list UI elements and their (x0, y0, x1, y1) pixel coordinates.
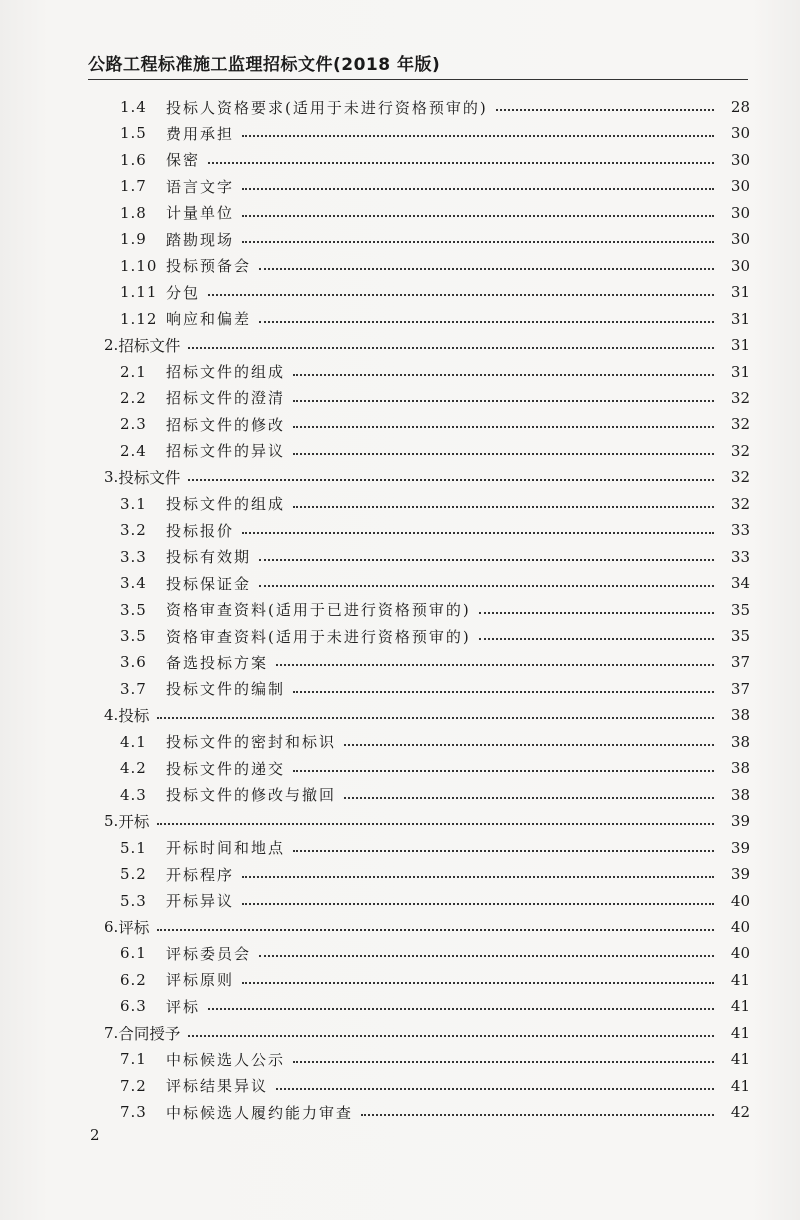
toc-entry-title: 语言文字 (166, 177, 235, 196)
toc-entry-page: 37 (730, 679, 750, 698)
toc-entry (120, 597, 750, 623)
toc-entry (120, 1046, 750, 1072)
toc-entry (120, 306, 750, 332)
toc-chapter-entry (104, 332, 750, 358)
toc-entry-page: 41 (730, 1076, 750, 1095)
toc-entry-title: 投标预备会 (166, 257, 252, 276)
toc-entry-number: 5.1 (120, 838, 147, 857)
dot-leader (496, 97, 714, 111)
toc-entry-title: 开标 (118, 813, 150, 832)
toc-entry (120, 676, 750, 702)
toc-entry-title: 评标原则 (166, 971, 235, 990)
toc-entry-page: 38 (730, 732, 750, 751)
toc-entry-title: 响应和偏差 (166, 310, 252, 329)
toc-entry-title: 投标报价 (166, 521, 235, 540)
toc-entry-page: 41 (730, 997, 750, 1016)
toc-entry-title: 招标文件的组成 (166, 363, 286, 381)
toc-entry-number: 2.1 (120, 362, 147, 381)
toc-entry-title: 合同授予 (118, 1024, 181, 1043)
dot-leader (259, 256, 714, 270)
toc-entry-title: 中标候选人公示 (166, 1050, 286, 1069)
toc-entry (120, 782, 750, 808)
toc-entry-page: 31 (730, 309, 750, 328)
toc-entry (120, 623, 750, 649)
toc-entry-number: 6.2 (120, 970, 147, 989)
running-header: 公路工程标准施工监理招标文件(2018 年版) (88, 55, 441, 75)
toc-entry-title: 投标文件的修改与撤回 (166, 786, 337, 805)
toc-entry-number: 4.2 (120, 759, 147, 778)
toc-entry-number: 6.1 (120, 944, 147, 963)
toc-entry-title: 费用承担 (166, 124, 235, 143)
toc-entry (120, 491, 750, 517)
toc-entry-page: 38 (730, 706, 750, 725)
toc-chapter-entry (104, 808, 750, 834)
dot-leader (293, 838, 714, 852)
toc-entry (120, 173, 750, 199)
dot-leader (293, 362, 714, 376)
toc-entry-page: 42 (730, 1103, 750, 1122)
toc-entry-page: 31 (730, 283, 750, 302)
toc-entry-page: 38 (730, 759, 750, 778)
toc-entry-page: 38 (730, 785, 750, 804)
header-rule (88, 79, 748, 80)
toc-entry-number: 1.12 (120, 309, 158, 328)
toc-entry-number: 1.5 (120, 124, 147, 143)
dot-leader (276, 1076, 714, 1090)
dot-leader (157, 705, 714, 719)
toc-entry-page: 31 (730, 336, 750, 355)
toc-entry-page: 30 (730, 203, 750, 222)
toc-entry (120, 359, 750, 385)
toc-entry-number: 2.2 (120, 388, 147, 407)
dot-leader (344, 732, 714, 746)
toc-entry-page: 30 (730, 230, 750, 249)
toc-entry-number: 1.4 (120, 98, 147, 116)
toc-entry-number: 4.1 (120, 732, 147, 751)
dot-leader (242, 176, 714, 190)
toc-entry (120, 993, 750, 1019)
dot-leader (157, 811, 714, 825)
dot-leader (259, 547, 714, 561)
toc-entry-page: 39 (730, 838, 750, 857)
toc-entry (120, 835, 750, 861)
toc-entry-number: 7.1 (120, 1050, 147, 1069)
toc-entry-title: 中标候选人履约能力审查 (166, 1103, 354, 1122)
toc-entry-number: 2. (104, 336, 119, 355)
toc-entry-number: 1.11 (120, 283, 158, 302)
toc-entry (120, 1073, 750, 1099)
toc-entry-page: 41 (730, 1050, 750, 1069)
dot-leader (259, 573, 714, 587)
toc-entry (120, 649, 750, 675)
toc-chapter-entry (104, 702, 750, 728)
toc-entry-title: 投标文件的组成 (166, 495, 286, 514)
toc-entry-number: 3.1 (120, 494, 147, 513)
toc-entry-title: 投标文件 (118, 469, 181, 488)
toc-entry-page: 32 (730, 415, 750, 434)
dot-leader (242, 123, 714, 137)
toc-entry-number: 2.4 (120, 441, 147, 460)
toc-entry-page: 34 (730, 574, 750, 593)
toc-entry (120, 253, 750, 279)
dot-leader (293, 388, 714, 402)
toc-entry (120, 570, 750, 596)
toc-entry-title: 评标 (118, 918, 150, 937)
toc-chapter-entry (104, 914, 750, 940)
toc-entry-title: 招标文件的修改 (166, 415, 286, 434)
toc-entry-number: 3.2 (120, 521, 147, 540)
toc-entry-title: 计量单位 (166, 204, 235, 223)
dot-leader (259, 309, 714, 323)
toc-entry (120, 200, 750, 226)
toc-entry (120, 226, 750, 252)
toc-entry-page: 32 (730, 441, 750, 460)
dot-leader (361, 1102, 714, 1116)
dot-leader (208, 282, 714, 296)
toc-entry (120, 888, 750, 914)
toc-entry-title: 开标时间和地点 (166, 839, 286, 858)
toc-entry-number: 3. (104, 468, 119, 487)
toc-entry-title: 分包 (166, 283, 201, 302)
toc-entry (120, 967, 750, 993)
toc-entry-page: 40 (730, 917, 750, 936)
toc-entry-number: 4. (104, 706, 119, 725)
toc-entry-title: 投标保证金 (166, 574, 252, 593)
toc-entry-page: 41 (730, 1023, 750, 1042)
toc-entry-page: 28 (730, 98, 750, 116)
toc-entry-title: 评标结果异议 (166, 1077, 269, 1096)
toc-entry (120, 147, 750, 173)
toc-entry-page: 30 (730, 150, 750, 169)
dot-leader (479, 626, 714, 640)
toc-entry-title: 资格审查资料(适用于已进行资格预审的) (166, 601, 471, 620)
toc-entry-number: 3.7 (120, 679, 147, 698)
toc-entry-title: 保密 (166, 151, 201, 170)
toc-entry (120, 729, 750, 755)
dot-leader (276, 652, 714, 666)
toc-entry-number: 5. (104, 812, 119, 831)
toc-entry (120, 438, 750, 464)
toc-entry-page: 35 (730, 627, 750, 645)
toc-entry-number: 3.6 (120, 653, 147, 672)
toc-entry-page: 40 (730, 891, 750, 910)
toc-entry-page: 33 (730, 521, 750, 540)
dot-leader (293, 679, 714, 693)
toc-entry-page: 41 (730, 970, 750, 989)
toc-entry-page: 32 (730, 388, 750, 407)
toc-entry-title: 评标 (166, 997, 201, 1016)
toc-entry-number: 6.3 (120, 997, 147, 1016)
toc-entry-page: 31 (730, 362, 750, 381)
toc-entry-title: 投标 (118, 707, 150, 726)
toc-entry (120, 385, 750, 411)
toc-entry-title: 备选投标方案 (166, 653, 269, 672)
toc-entry (120, 279, 750, 305)
toc-entry-number: 1.7 (120, 177, 147, 196)
toc-entry-title: 开标异议 (166, 892, 235, 910)
toc-entry-title: 招标文件 (118, 337, 181, 356)
dot-leader (242, 229, 714, 243)
dot-leader (242, 864, 714, 878)
toc-entry-page: 32 (730, 494, 750, 513)
dot-leader (208, 150, 714, 164)
dot-leader (242, 970, 714, 984)
toc-entry-number: 1.9 (120, 230, 147, 249)
toc-entry-number: 3.3 (120, 547, 147, 566)
dot-leader (242, 203, 714, 217)
dot-leader (344, 785, 714, 799)
dot-leader (188, 335, 714, 349)
toc-entry-title: 招标文件的澄清 (166, 389, 286, 408)
toc-entry-number: 5.3 (120, 891, 147, 910)
toc-entry-number: 1.10 (120, 256, 158, 275)
toc-entry-page: 39 (730, 865, 750, 884)
toc-entry-number: 6. (104, 917, 119, 936)
dot-leader (242, 520, 714, 534)
dot-leader (242, 891, 714, 905)
toc-entry-page: 39 (730, 812, 750, 831)
dot-leader (479, 600, 714, 614)
toc-entry-title: 开标程序 (166, 865, 235, 884)
toc-entry-number: 7.3 (120, 1103, 147, 1122)
toc-entry-title: 投标文件的递交 (166, 759, 286, 778)
toc-entry-number: 3.5 (120, 600, 147, 619)
toc-entry-number: 3.4 (120, 574, 147, 593)
dot-leader (188, 1023, 714, 1037)
dot-leader (259, 943, 714, 957)
toc-entry-page: 32 (730, 468, 750, 487)
toc-entry-number: 5.2 (120, 865, 147, 884)
dot-leader (188, 467, 714, 481)
toc-entry-page: 35 (730, 600, 750, 619)
dot-leader (293, 494, 714, 508)
toc-entry-page: 33 (730, 547, 750, 566)
toc-entry-number: 3.5 (120, 627, 147, 645)
dot-leader (293, 1049, 714, 1063)
toc-chapter-entry (104, 464, 750, 490)
dot-leader (293, 441, 714, 455)
toc-entry-page: 30 (730, 256, 750, 275)
dot-leader (157, 917, 714, 931)
toc-entry (120, 861, 750, 887)
toc-entry-number: 7. (104, 1023, 119, 1042)
toc-entry-title: 招标文件的异议 (166, 442, 286, 461)
dot-leader (293, 414, 714, 428)
toc-entry (120, 544, 750, 570)
toc-entry-number: 7.2 (120, 1076, 147, 1095)
page-number: 2 (90, 1126, 100, 1144)
toc-entry-number: 1.8 (120, 203, 147, 222)
toc-entry-number: 2.3 (120, 415, 147, 434)
toc-entry-page: 40 (730, 944, 750, 963)
toc-entry (120, 411, 750, 437)
toc-entry (120, 940, 750, 966)
toc-entry-title: 评标委员会 (166, 944, 252, 963)
toc-entry-page: 37 (730, 653, 750, 672)
toc-entry-number: 4.3 (120, 785, 147, 804)
dot-leader (293, 758, 714, 772)
toc-chapter-entry (104, 1020, 750, 1046)
toc-entry-title: 投标文件的编制 (166, 680, 286, 699)
toc-entry-title: 资格审查资料(适用于未进行资格预审的) (166, 627, 471, 646)
toc-entry-title: 投标人资格要求(适用于未进行资格预审的) (166, 98, 488, 117)
toc-entry-number: 1.6 (120, 150, 147, 169)
toc-entry-title: 踏勘现场 (166, 230, 235, 249)
toc-entry (120, 94, 750, 120)
toc-entry-page: 30 (730, 177, 750, 196)
dot-leader (208, 996, 714, 1010)
toc-entry (120, 755, 750, 781)
toc-entry-title: 投标文件的密封和标识 (166, 733, 337, 752)
toc-entry-page: 30 (730, 124, 750, 143)
toc-entry (120, 120, 750, 146)
toc-entry (120, 517, 750, 543)
toc-entry-title: 投标有效期 (166, 548, 252, 567)
toc-entry (120, 1099, 750, 1125)
